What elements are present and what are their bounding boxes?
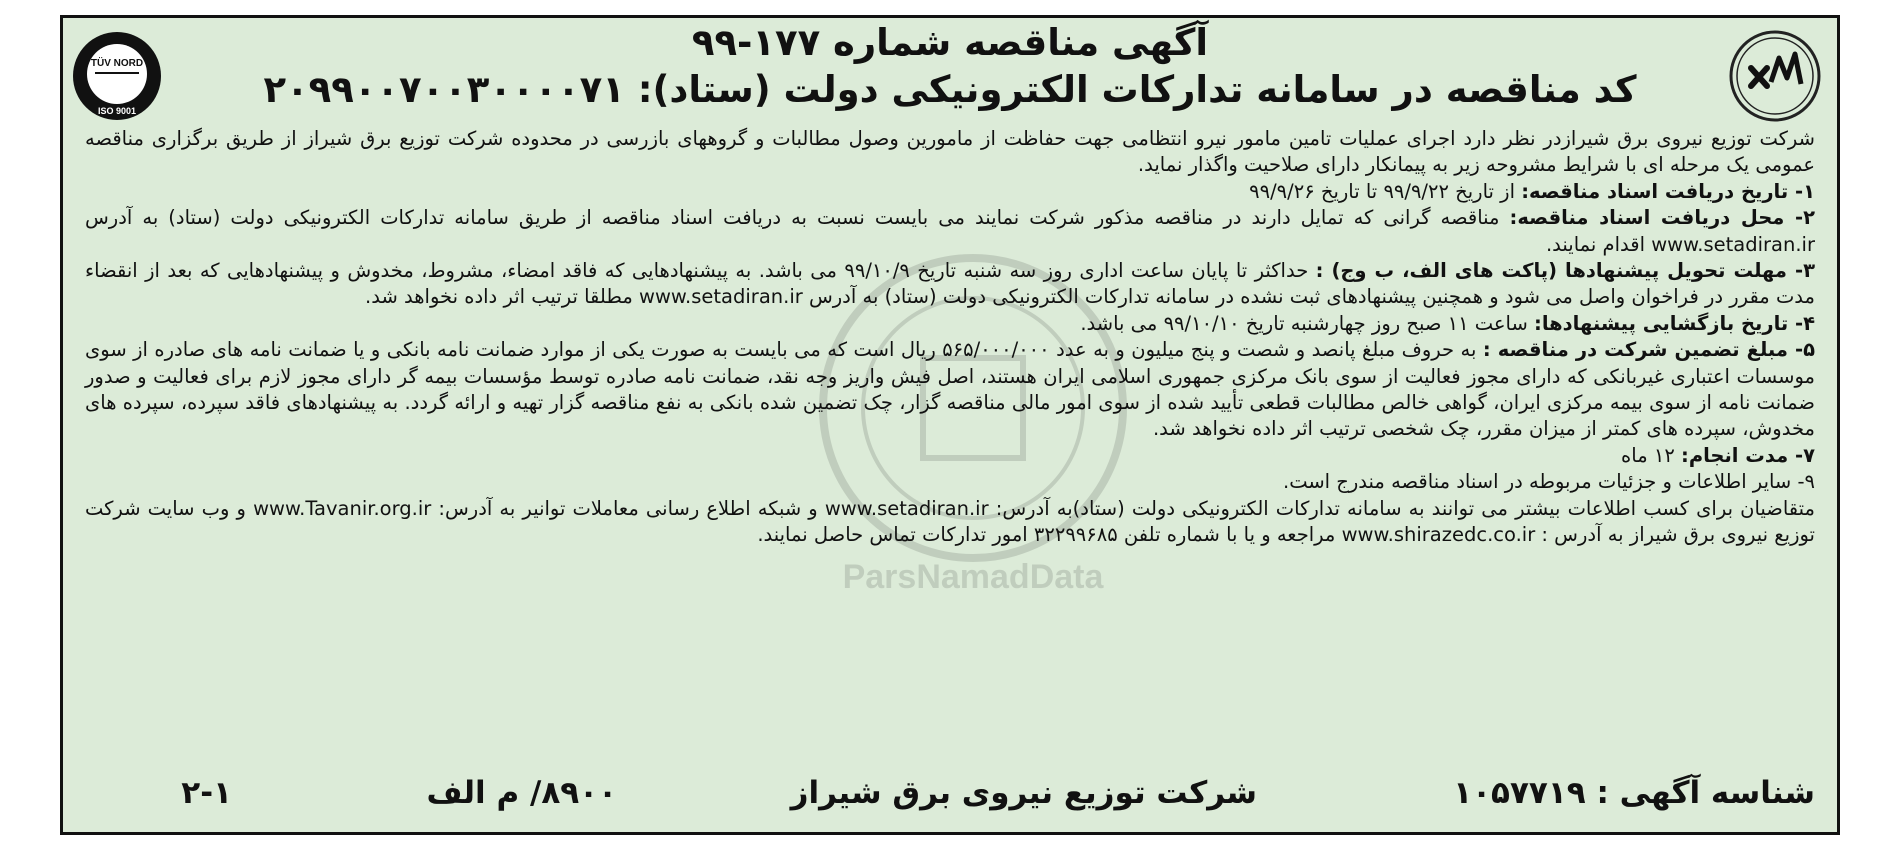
item-2-url: www.setadiran.ir	[1651, 232, 1815, 256]
item-7-text: ۱۲ ماه	[1621, 443, 1682, 467]
notice-title: آگهی مناقصه شماره ۱۷۷-۹۹	[691, 21, 1209, 64]
notice-footer	[63, 768, 1837, 818]
tender-notice	[60, 15, 1840, 835]
tavanir-link: www.Tavanir.org.ir	[253, 496, 432, 520]
item-1	[85, 179, 1815, 205]
item-4	[85, 311, 1815, 337]
tuv-nord-logo-icon	[69, 28, 165, 124]
item-2-text-end: اقدام نمایند.	[1545, 232, 1652, 256]
setadiran-link: www.setadiran.ir	[824, 496, 989, 520]
item-3-text-end: مطلقا ترتیب اثر داده نخواهد شد.	[365, 285, 639, 309]
ad-id: شناسه آگهی : ۱۰۵۷۷۱۹	[1453, 775, 1815, 811]
closing-text-b: و شبکه اطلاع رسانی معاملات توانیر به آدرس:	[431, 496, 825, 520]
item-9: ۹- سایر اطلاعات و جزئیات مربوطه در اسناد مناقصه مندرج است.	[1283, 470, 1815, 494]
item-1-label: ۱- تاریخ دریافت اسناد مناقصه:	[1521, 179, 1815, 203]
item-2-text: مناقصه گرانی که تمایل دارند در مناقصه مذکور شرکت نمایند می بایست نسبت به دریافت اسناد مناقصه از طریق سامانه تدارکات الکترونیکی دولت (ستاد) به آدرس	[85, 206, 1510, 230]
item-3-text: حداکثر تا پایان ساعت اداری روز سه شنبه تاریخ ۹۹/۱۰/۹ می باشد. به پیشنهادهایی که فاقد امضاء، مشروط، مخدوش و پیشنهادهایی که بعد از انقضاء مدت مقرر در فراخوان واصل می شود و همچنین پیشنهادهای ثبت نشده در سامانه تدارکات الکترونیکی دولت (ستاد) به آدرس	[85, 259, 1815, 309]
item-2	[85, 205, 1815, 258]
company-logo-icon	[1727, 28, 1823, 124]
item-3	[85, 258, 1815, 311]
item-7	[85, 443, 1815, 469]
closing-text-d: مراجعه و یا با شماره تلفن ۳۲۲۹۹۶۸۵ امور تدارکات تماس حاصل نمایند.	[757, 523, 1342, 547]
item-3-label: ۳- مهلت تحویل پیشنهادها (پاکت های الف، ب وج) :	[1315, 259, 1816, 283]
item-5-text: به حروف مبلغ پانصد و شصت و پنج میلیون و به عدد ۵۶۵/۰۰۰/۰۰۰ ریال است که می بایست به صورت یکی از موارد ضمانت نامه بانکی و یا ضمانت نامه های صادره از سوی موسسات اعتباری غیربانکی که دارای مجوز فعالیت از سوی بانک مرکزی جمهوری اسلامی ایران هستند، اصل فیش واریز وجه نقد، ضمانت نامه صادره توسط مؤسسات بیمه گر دارای مجوز لازم برای فعالیت و صدور ضمانت نامه از سوی بیمه مرکزی ایران، گواهی خالص مطالبات قطعی تأیید شده از سوی امور مالی مناقصه گزار، چک تضمین شده بانکی به نفع مناقصه گزار تهیه و ارائه گردد. به پیشنهادهای فاقد سپرده، سپرده های مخدوش، سپرده های کمتر از میزان مقرر، چک شخصی ترتیب اثر داده نخواهد شد.	[85, 338, 1815, 441]
company-name: شرکت توزیع نیروی برق شیراز	[790, 775, 1257, 811]
item-5-label: ۵- مبلغ تضمین شرکت در مناقصه :	[1482, 338, 1815, 362]
item-1-text: از تاریخ ۹۹/۹/۲۲ تا تاریخ ۹۹/۹/۲۶	[1249, 179, 1522, 203]
page-number: ۲-۱	[181, 775, 232, 811]
item-5	[85, 337, 1815, 443]
closing-text-c: و وب سایت شرکت توزیع نیروی برق شیراز به آدرس :	[85, 496, 1815, 547]
notice-body	[85, 126, 1815, 549]
tuv-nord-text: TÜV NORD	[90, 58, 144, 69]
notice-header	[183, 20, 1717, 114]
closing-paragraph	[85, 496, 1815, 549]
item-3-url: www.setadiran.ir	[639, 285, 803, 309]
closing-text-a: متقاضیان برای کسب اطلاعات بیشتر می توانند به سامانه تدارکات الکترونیکی دولت (ستاد)به آدرس:	[988, 496, 1815, 520]
iso-9001-text: ISO 9001	[97, 106, 137, 116]
publication-code: ۸۹۰۰/ م الف	[426, 775, 617, 811]
watermark-text: ParsNamadData	[842, 558, 1104, 596]
tender-code: کد مناقصه در سامانه تدارکات الکترونیکی دولت (ستاد): ۲۰۹۹۰۰۷۰۰۳۰۰۰۰۷۱	[263, 68, 1637, 111]
shirazedc-link: www.shirazedc.co.ir	[1341, 523, 1536, 547]
item-7-label: ۷- مدت انجام:	[1681, 443, 1815, 467]
item-2-label: ۲- محل دریافت اسناد مناقصه:	[1509, 206, 1815, 230]
item-4-label: ۴- تاریخ بازگشایی پیشنهادها:	[1534, 311, 1815, 335]
item-4-text: ساعت ۱۱ صبح روز چهارشنبه تاریخ ۹۹/۱۰/۱۰ می باشد.	[1080, 311, 1535, 335]
intro-paragraph: شرکت توزیع نیروی برق شیرازدر نظر دارد اجرای عملیات تامین مامور نیرو انتظامی جهت حفاظت از مامورین وصول مطالبات و گروههای بازرسی در محدوده شرکت توزیع برق شیراز از طریق برگزاری مناقصه عمومی یک مرحله ای با شرایط مشروحه زیر به پیمانکار دارای صلاحیت واگذار نماید.	[85, 127, 1815, 177]
